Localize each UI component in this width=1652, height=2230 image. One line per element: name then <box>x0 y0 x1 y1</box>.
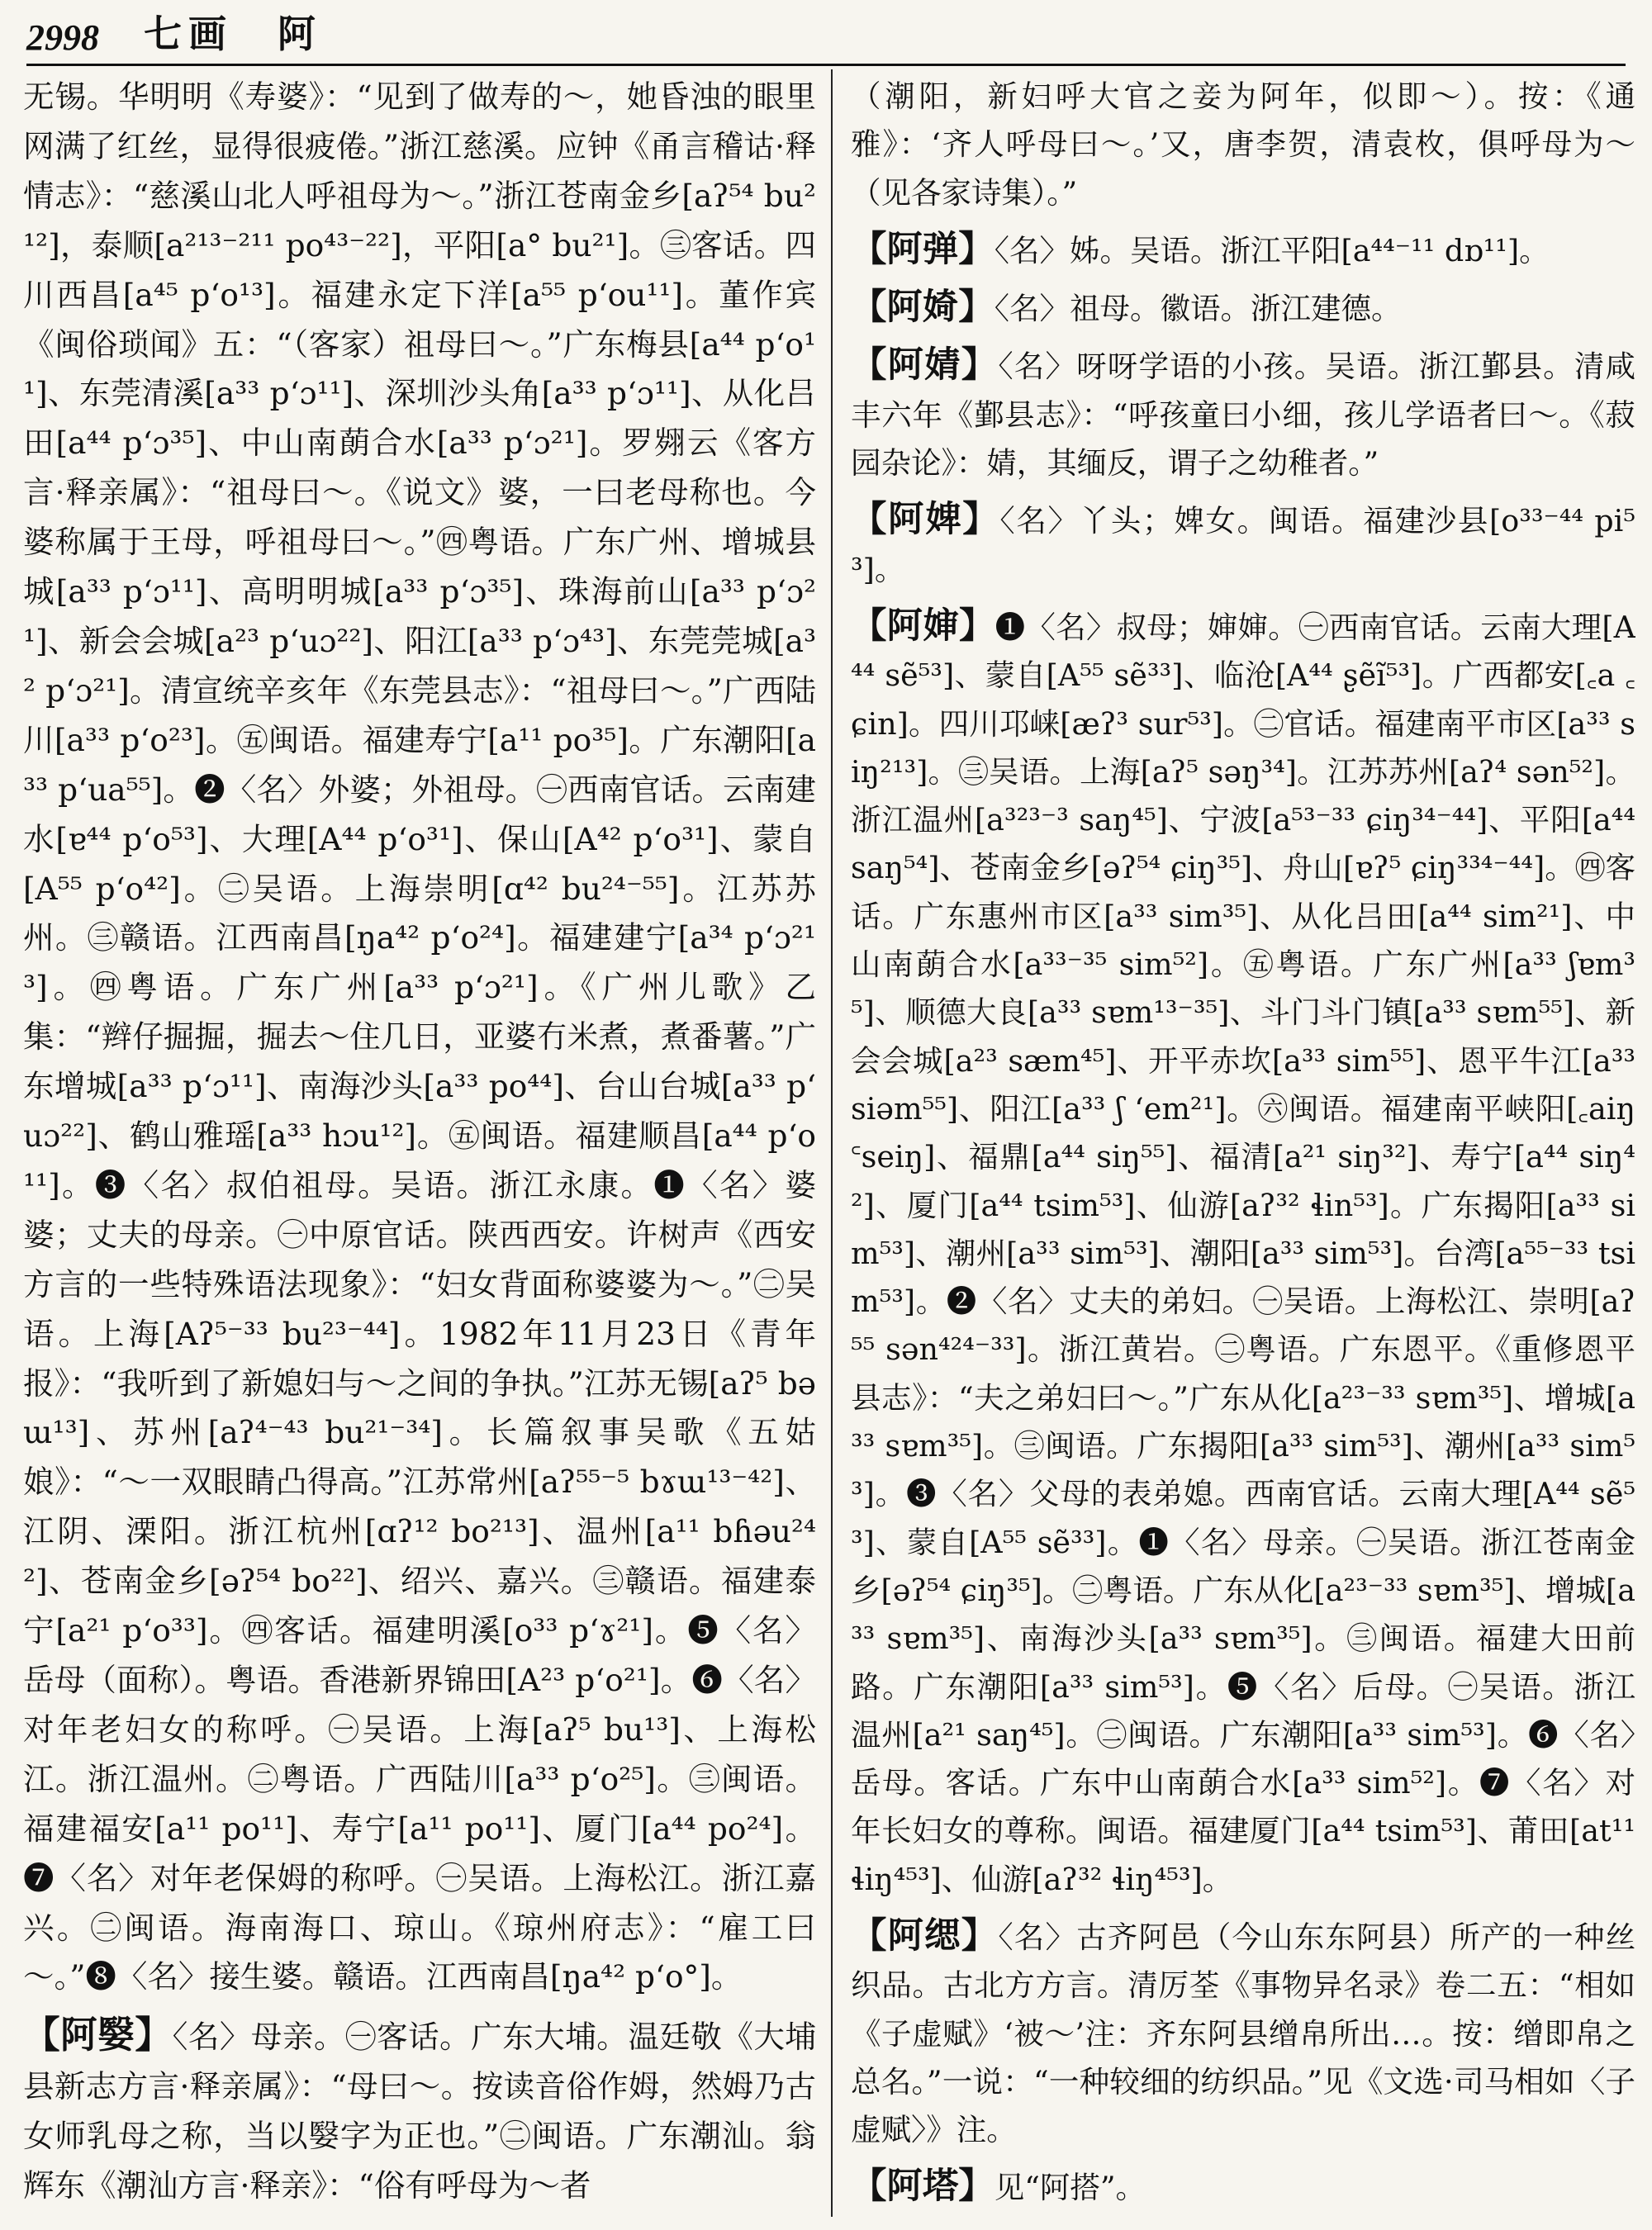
dictionary-entry <box>851 602 1635 1904</box>
dictionary-entry <box>851 283 1635 333</box>
entry-headword: 【阿婢】 <box>851 498 1000 541</box>
column-divider <box>831 69 833 2217</box>
dictionary-entry <box>23 2010 816 2211</box>
dictionary-entry <box>851 1912 1635 2154</box>
dictionary-entry <box>851 2162 1635 2212</box>
entry-headword: 【阿婍】 <box>851 286 995 329</box>
entry-text: 〈名〉呀呀学语的小孩。吴语。浙江鄞县。清咸丰六年《鄞县志》：“呼孩童曰小细，孩儿学语者曰～。《菽园杂论》：婧，其缅反，谓子之幼稚者。” <box>851 349 1635 482</box>
entry-text: 〈名〉姊。吴语。浙江平阳[a⁴⁴⁻¹¹ dɒ¹¹]。 <box>994 232 1550 268</box>
dictionary-entry <box>851 225 1635 275</box>
entry-text: 见“阿搭”。 <box>994 2170 1146 2206</box>
entry-text: 〈名〉母亲。㊀客话。广东大埔。温廷敬《大埔县新志方言·释亲属》：“母曰～。按读音俗作姆，然姆乃古女师乳母之称，当以嫛字为正也。”㊁闽语。广东潮汕。翁辉东《潮汕方言·释亲》：“俗有呼母为～者 <box>23 2019 816 2204</box>
entry-headword: 【阿嫛】 <box>23 2013 173 2057</box>
entry-headword: 【阿婧】 <box>851 344 999 387</box>
page-number: 2998 <box>26 17 99 58</box>
entry-continuation: （潮阳，新妇呼大官之妾为阿年，似即～）。按：《通雅》：‘齐人呼母曰～。’又，唐李贺，清袁枚，俱呼母为～（见各家诗集）。” <box>851 78 1635 211</box>
left-column <box>23 73 816 2212</box>
dictionary-entry <box>851 496 1635 594</box>
entry-text: 〈名〉祖母。徽语。浙江建德。 <box>994 291 1402 327</box>
page-header <box>26 12 1626 66</box>
entry-headword: 【阿婶】 <box>851 604 995 647</box>
entry-text: 〈名〉古齐阿邑（今山东东阿县）所产的一种丝织品。古北方方言。清厉荃《事物异名录》卷二五：“相如《子虚赋》‘被～’注：齐东阿县缯帛所出…。按：缯即帛之总名。”一说：“一种较细的纺织品。”见《文选·司马相如〈子虚赋〉》注。 <box>851 1919 1635 2148</box>
entry-headword: 【阿塔】 <box>851 2165 995 2208</box>
entry-headword: 【阿缌】 <box>851 1914 999 1957</box>
entry-text: ❶〈名〉叔母；婶婶。㊀西南官话。云南大理[A⁴⁴ sẽ⁵³]、蒙自[A⁵⁵ sẽ³³]、临沧[A⁴⁴ ʂẽĩ⁵³]。广西都安[꜀a ꜀ɕin]。四川邛崃[æʔ³ sur⁵³]。㊁官话。福建南平市区[a³³ siŋ²¹³]。㊂吴语。上海[aʔ⁵ səŋ³⁴]。江苏苏州[aʔ⁴ sən⁵²]。浙江温州[a³²³⁻³ saŋ⁴⁵]、宁波[a⁵³⁻³³ ɕiŋ³⁴⁻⁴⁴]、平阳[a⁴⁴ saŋ⁵⁴]、苍南金乡[əʔ⁵⁴ ɕiŋ³⁵]、舟山[ɐʔ⁵ ɕiŋ³³⁴⁻⁴⁴]。㊃客话。广东惠州市区[a³³ sim³⁵]、从化吕田[a⁴⁴ sim²¹]、中山南蓢合水[a³³⁻³⁵ sim⁵²]。㊄粤语。广东广州[a³³ ʃɐm³⁵]、顺德大良[a³³ sɐm¹³⁻³⁵]、斗门斗门镇[a³³ sɐm⁵⁵]、新会会城[a²³ sæm⁴⁵]、开平赤坎[a³³ sim⁵⁵]、恩平牛江[a³³ siəm⁵⁵]、阳江[a³³ ʃ ʻem²¹]。㊅闽语。福建南平峡阳[꜀aiŋ ꜂seiŋ]、福鼎[a⁴⁴ siŋ⁵⁵]、福清[a²¹ siŋ³²]、寿宁[a⁴⁴ siŋ⁴²]、厦门[a⁴⁴ tsim⁵³]、仙游[aʔ³² ɬin⁵³]。广东揭阳[a³³ sim⁵³]、潮州[a³³ sim⁵³]、潮阳[a³³ sim⁵³]。台湾[a⁵⁵⁻³³ tsim⁵³]。❷〈名〉丈夫的弟妇。㊀吴语。上海松江、崇明[aʔ⁵⁵ sən⁴²⁴⁻³³]。浙江黄岩。㊁粤语。广东恩平。《重修恩平县志》：“夫之弟妇曰～。”广东从化[a²³⁻³³ sɐm³⁵]、增城[a³³ sɐm³⁵]。㊂闽语。广东揭阳[a³³ sim⁵³]、潮州[a³³ sim⁵³]。❸〈名〉父母的表弟媳。西南官话。云南大理[A⁴⁴ sẽ⁵³]、蒙自[A⁵⁵ sẽ³³]。❶〈名〉母亲。㊀吴语。浙江苍南金乡[əʔ⁵⁴ ɕiŋ³⁵]。㊁粤语。广东从化[a²³⁻³³ sɐm³⁵]、增城[a³³ sɐm³⁵]、南海沙头[a³³ sɐm³⁵]。㊂闽语。福建大田前路。广东潮阳[a³³ sim⁵³]。❺〈名〉后母。㊀吴语。浙江温州[a²¹ saŋ⁴⁵]。㊁闽语。广东潮阳[a³³ sim⁵³]。❻〈名〉岳母。客话。广东中山南蓢合水[a³³ sim⁵²]。❼〈名〉对年长妇女的尊称。闽语。福建厦门[a⁴⁴ tsim⁵³]、莆田[at¹¹ ɬiŋ⁴⁵³]、仙游[aʔ³² ɬiŋ⁴⁵³]。 <box>851 609 1635 1897</box>
entry-continuation: 无锡。华明明《寿婆》：“见到了做寿的～，她昏浊的眼里网满了红丝，显得很疲倦。”浙江慈溪。应钟《甬言稽诂·释情志》：“慈溪山北人呼祖母为～。”浙江苍南金乡[aʔ⁵⁴ bu²¹²]，泰顺[a²¹³⁻²¹¹ po⁴³⁻²²]，平阳[a° bu²¹]。㊂客话。四川西昌[a⁴⁵ pʻo¹³]。福建永定下洋[a⁵⁵ pʻou¹¹]。董作宾《闽俗琐闻》五：“（客家）祖母曰～。”广东梅县[a⁴⁴ pʻo¹¹]、东莞清溪[a³³ pʻɔ¹¹]、深圳沙头角[a³³ pʻɔ¹¹]、从化吕田[a⁴⁴ pʻɔ³⁵]、中山南蓢合水[a³³ pʻɔ²¹]。罗翙云《客方言·释亲属》：“祖母曰～。《说文》婆，一曰老母称也。今婆称属于王母，呼祖母曰～。”㊃粤语。广东广州、增城县城[a³³ pʻɔ¹¹]、高明明城[a³³ pʻɔ³⁵]、珠海前山[a³³ pʻɔ²¹]、新会会城[a²³ pʻuɔ²²]、阳江[a³³ pʻɔ⁴³]、东莞莞城[a³² pʻɔ²¹]。清宣统辛亥年《东莞县志》：“祖母曰～。”广西陆川[a³³ pʻo²³]。㊄闽语。福建寿宁[a¹¹ po³⁵]。广东潮阳[a³³ pʻua⁵⁵]。❷〈名〉外婆；外祖母。㊀西南官话。云南建水[ɐ⁴⁴ pʻo⁵³]、大理[A⁴⁴ pʻo³¹]、保山[A⁴² pʻo³¹]、蒙自[A⁵⁵ pʻo⁴²]。㊁吴语。上海崇明[ɑ⁴² bu²⁴⁻⁵⁵]。江苏苏州。㊂赣语。江西南昌[ŋa⁴² pʻo²⁴]。福建建宁[a³⁴ pʻɔ²¹³]。㊃粤语。广东广州[a³³ pʻɔ²¹]。《广州儿歌》乙集：“辫仔掘掘，掘去～住几日，亚婆冇米煮，煮番薯。”广东增城[a³³ pʻɔ¹¹]、南海沙头[a³³ po⁴⁴]、台山台城[a³³ pʻuɔ²²]、鹤山雅瑶[a³³ hɔu¹²]。㊄闽语。福建顺昌[a⁴⁴ pʻo¹¹]。❸〈名〉叔伯祖母。吴语。浙江永康。❶〈名〉婆婆；丈夫的母亲。㊀中原官话。陕西西安。许树声《西安方言的一些特殊语法现象》：“妇女背面称婆婆为～。”㊁吴语。上海[Aʔ⁵⁻³³ bu²³⁻⁴⁴]。1982年11月23日《青年报》：“我听到了新媳妇与～之间的争执。”江苏无锡[aʔ⁵ bəɯ¹³]、苏州[aʔ⁴⁻⁴³ bu²¹⁻³⁴]。长篇叙事吴歌《五姑娘》：“～一双眼睛凸得高。”江苏常州[aʔ⁵⁵⁻⁵ bɤɯ¹³⁻⁴²]、江阴、溧阳。浙江杭州[ɑʔ¹² bo²¹³]、温州[a¹¹ bɦəu²⁴²]、苍南金乡[əʔ⁵⁴ bo²²]、绍兴、嘉兴。㊂赣语。福建泰宁[a²¹ pʻo³³]。㊃客话。福建明溪[o³³ pʻɤ²¹]。❺〈名〉岳母（面称）。粤语。香港新界锦田[A²³ pʻo²¹]。❻〈名〉对年老妇女的称呼。㊀吴语。上海[aʔ⁵ bu¹³]、上海松江。浙江温州。㊁粤语。广西陆川[a³³ pʻo²⁵]。㊂闽语。福建福安[a¹¹ po¹¹]、寿宁[a¹¹ po¹¹]、厦门[a⁴⁴ po²⁴]。❼〈名〉对年老保姆的称呼。㊀吴语。上海松江。浙江嘉兴。㊁闽语。海南海口、琼山。《琼州府志》：“雇工曰～。”❽〈名〉接生婆。赣语。江西南昌[ŋa⁴² pʻo°]。 <box>23 78 816 1995</box>
entry-headword: 【阿弹】 <box>851 227 995 270</box>
right-column <box>851 73 1635 2212</box>
running-title: 七画 阿 <box>144 12 322 56</box>
entry-text: 〈名〉丫头；婢女。闽语。福建沙县[o³³⁻⁴⁴ pi⁵³]。 <box>851 503 1635 587</box>
dictionary-entry <box>851 341 1635 487</box>
